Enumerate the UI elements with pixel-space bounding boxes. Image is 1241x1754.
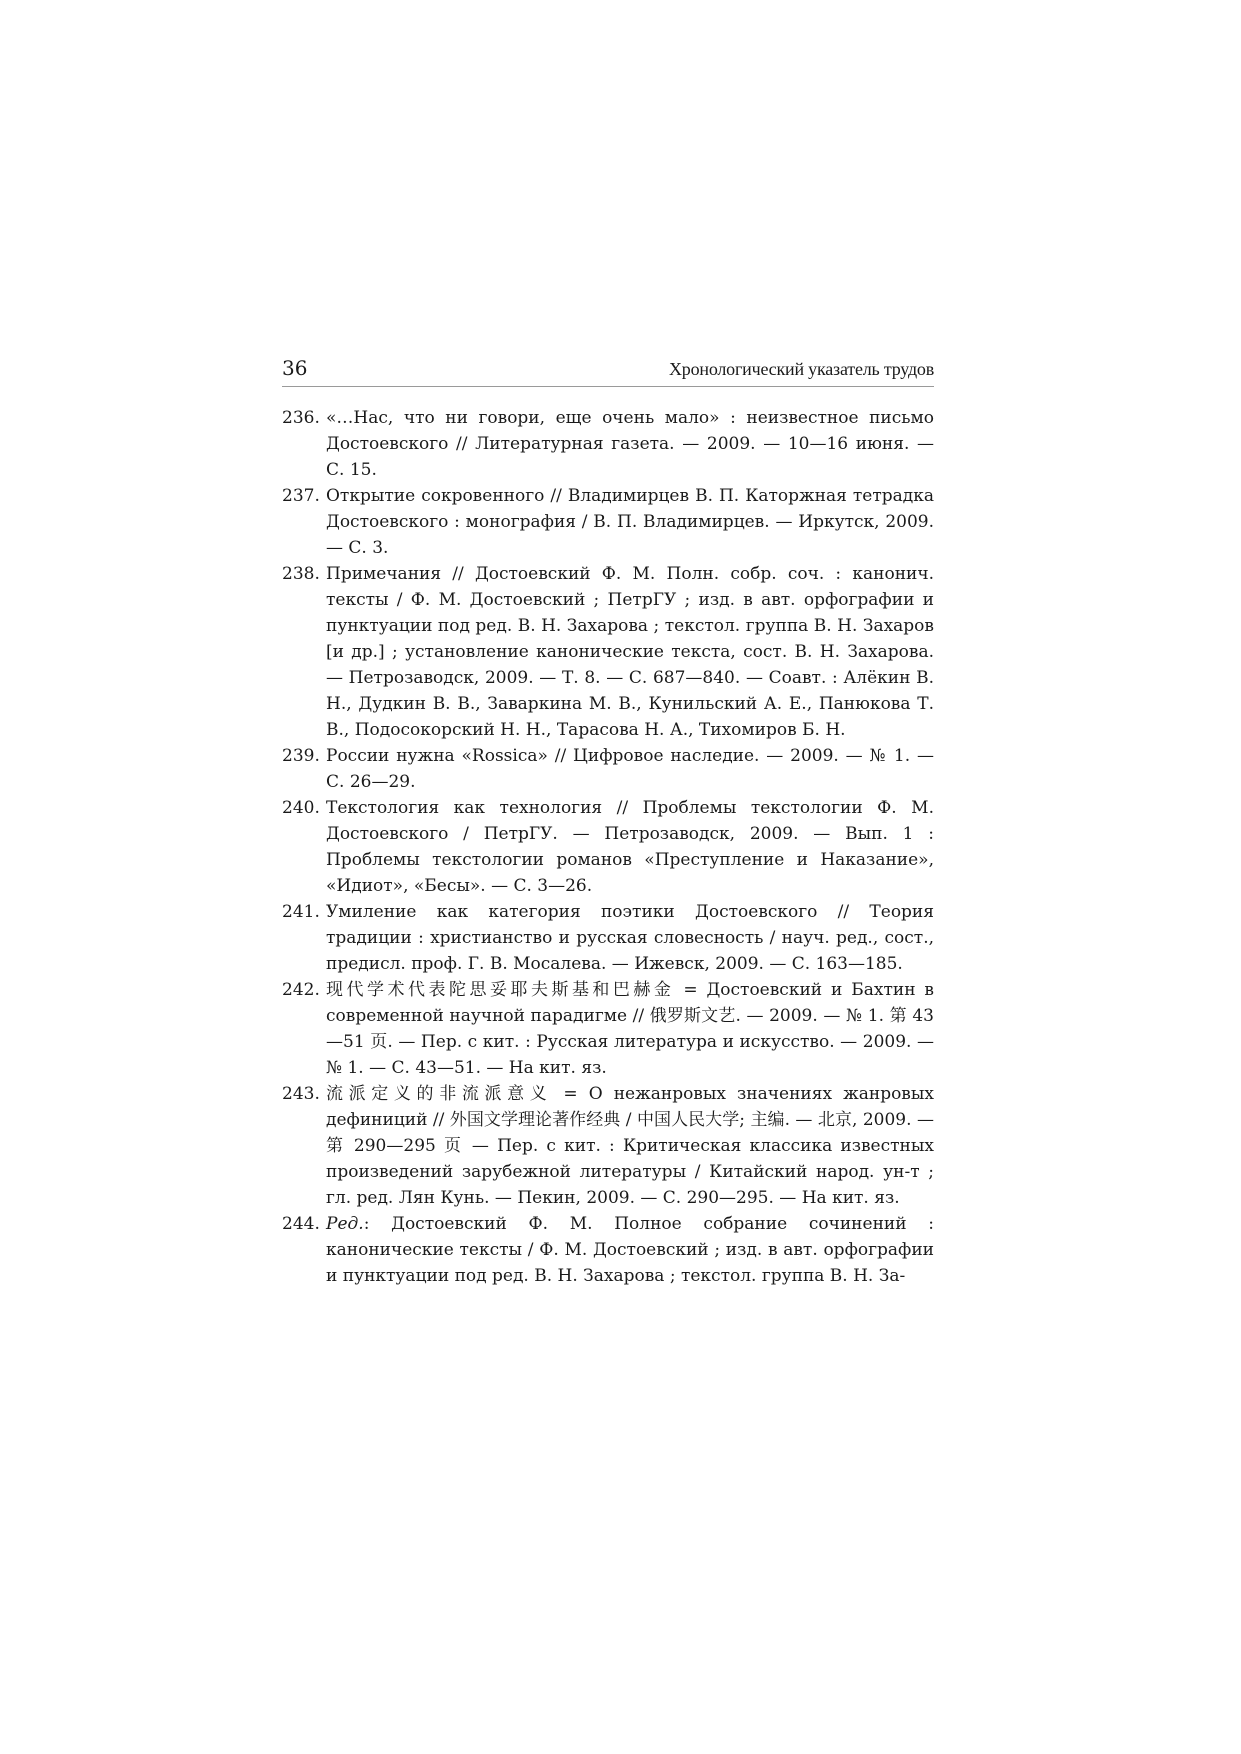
entry-text: Открытие сокровенного // Владимирцев В. П. Каторжная тетрадка Достоевского : монография / В. П. Владимирцев. — Иркутск, 2009. — С. 3. (326, 486, 934, 558)
entry-text: Примечания // Достоевский Ф. М. Полн. собр. соч. : канонич. тексты / Ф. М. Достоевский ; ПетрГУ ; изд. в авт. орфографии и пунктуации под ред. В. Н. Захарова ; текстол. группа В. Н. Захаров [и др.] ; установление канонические текста, сост. В. Н. Захарова. — Петрозаводск, 2009. — Т. 8. — С. 687—840. — Соавт. : Алёкин В. Н., Дудкин В. В., Заваркина М. В., Кунильский А. Е., Панюкова Т. В., Подосокорский Н. Н., Тарасова Н. А., Тихомиров Б. Н. (326, 564, 934, 740)
entry-text: России нужна «Rossica» // Цифровое наследие. — 2009. — № 1. — С. 26—29. (326, 746, 934, 792)
entry-number: 236. (282, 408, 320, 428)
entry-number: 243. (282, 1084, 320, 1104)
entry-number: 242. (282, 980, 320, 1000)
entry-number: 238. (282, 564, 320, 584)
bibliography-entry (282, 743, 934, 795)
entry-text-body: : Достоевский Ф. М. Полное собрание сочинений : канонические тексты / Ф. М. Достоевский ; изд. в авт. орфографии и пунктуации под ред. В. Н. Захарова ; текстол. группа В. Н. За- (326, 1214, 934, 1286)
entry-text: Умиление как категория поэтики Достоевского // Теория традиции : христианство и русская словесность / науч. ред., сост., предисл. проф. Г. В. Мосалева. — Ижевск, 2009. — С. 163—185. (326, 902, 934, 974)
entry-text: Текстология как технология // Проблемы текстологии Ф. М. Достоевского / ПетрГУ. — Петрозаводск, 2009. — Вып. 1 : Проблемы текстологии романов «Преступление и Наказание», «Идиот», «Бесы». — С. 3—26. (326, 798, 934, 896)
bibliography-entry (282, 899, 934, 977)
bibliography-entry (282, 795, 934, 899)
bibliography-entry (282, 1081, 934, 1211)
entry-number: 237. (282, 486, 320, 506)
bibliography-entry (282, 561, 934, 743)
running-title: Хронологический указатель трудов (669, 359, 934, 379)
entry-text (326, 1211, 934, 1289)
bibliography-entry (282, 977, 934, 1081)
running-head (282, 352, 934, 387)
entry-text: 现代学术代表陀思妥耶夫斯基和巴赫金 = Достоевский и Бахтин в современной научной парадигме // 俄罗斯文艺. — 2009. — № 1. 第 43—51 页. — Пер. с кит. : Русская литература и искусство. — 2009. — № 1. — С. 43—51. — На кит. яз. (326, 980, 934, 1078)
book-page (282, 352, 934, 1289)
entry-number: 239. (282, 746, 320, 766)
bibliography-entry (282, 483, 934, 561)
page-number: 36 (282, 356, 308, 380)
bibliography-entry (282, 405, 934, 483)
bibliography-entry (282, 1211, 934, 1289)
entry-number: 241. (282, 902, 320, 922)
entry-text: 流派定义的非流派意义 = О нежанровых значениях жанровых дефиниций // 外国文学理论著作经典 / 中国人民大学; 主编. — 北京, 2009. — 第 290—295 页 — Пер. с кит. : Критическая классика известных произведений зарубежной литературы / Китайский народ. ун-т ; гл. ред. Лян Кунь. — Пекин, 2009. — С. 290—295. — На кит. яз. (326, 1084, 934, 1208)
entry-number: 240. (282, 798, 320, 818)
editor-label: Ред. (326, 1214, 364, 1234)
entry-number: 244. (282, 1214, 320, 1234)
bibliography-list (282, 405, 934, 1289)
entry-text: «…Нас, что ни говори, еще очень мало» : неизвестное письмо Достоевского // Литературная газета. — 2009. — 10—16 июня. — С. 15. (326, 408, 934, 480)
